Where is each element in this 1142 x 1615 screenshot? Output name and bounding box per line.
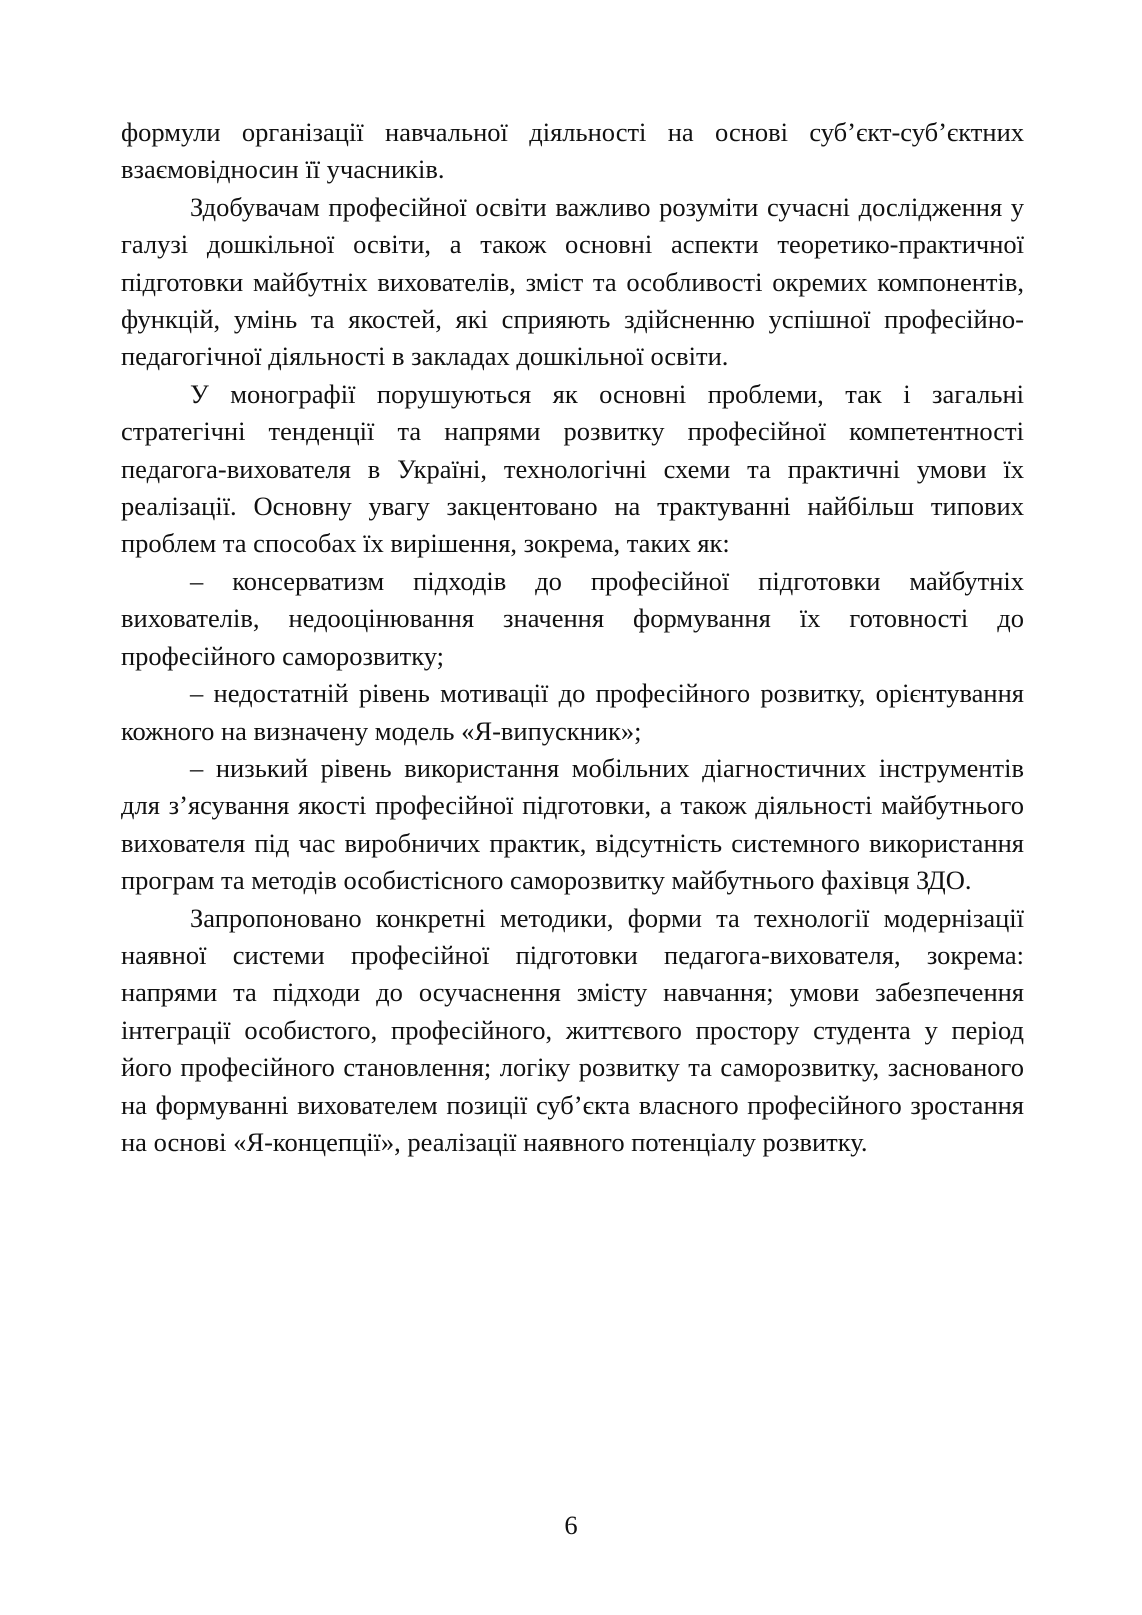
paragraph-continuation: формули організації навчальної діяльності на основі суб’єкт-суб’єктних взаємовідносин її учасників.: [121, 117, 1024, 185]
list-item-conservatism: – консерватизм підходів до професійної підготовки майбутніх вихователів, недооцінювання значення формування їх готовності до професійного саморозвитку;: [121, 565, 1024, 671]
list-item-diagnostics: – низький рівень використання мобільних діагностичних інструментів для з’ясування якості професійної підготовки, а також діяльності майбутнього вихователя під час виробничих практик, відсутність системного використання програм та методів особистісного саморозвитку майбутнього фахівця ЗДО.: [121, 752, 1024, 896]
page-number: 6: [564, 1510, 578, 1540]
paragraph-monograph: У монографії порушуються як основні проблеми, так і загальні стратегічні тенденції та напрями розвитку професійної компетентності педагога-вихователя в Україні, технологічні схеми та практичні умови їх реалізації. Основну увагу закцентовано на трактуванні найбільш типових проблем та способах їх вирішення, зокрема, таких як:: [121, 378, 1024, 559]
paragraph-proposed-methods: Запропоновано конкретні методики, форми та технології модернізації наявної системи професійної підготовки педагога-вихователя, зокрема: напрями та підходи до осучаснення змісту навчання; умови забезпечення інтеграції особистого, професійного, життєвого простору студента у період його професійного становлення; логіку розвитку та саморозвитку, заснованого на формуванні вихователем позиції суб’єкта власного професійного зростання на основі «Я-концепції», реалізації наявного потенціалу розвитку.: [121, 902, 1024, 1157]
paragraph-students: Здобувачам професійної освіти важливо розуміти сучасні дослідження у галузі дошкільної освіти, а також основні аспекти теоретико-практичної підготовки майбутніх вихователів, зміст та особливості окремих компонентів, функцій, умінь та якостей, які сприяють здійсненню успішної професійно-педагогічної діяльності в закладах дошкільної освіти.: [121, 191, 1024, 372]
body-text: [121, 114, 1024, 1161]
list-item-motivation: – недостатній рівень мотивації до професійного розвитку, орієнтування кожного на визначену модель «Я-випускник»;: [121, 678, 1024, 746]
